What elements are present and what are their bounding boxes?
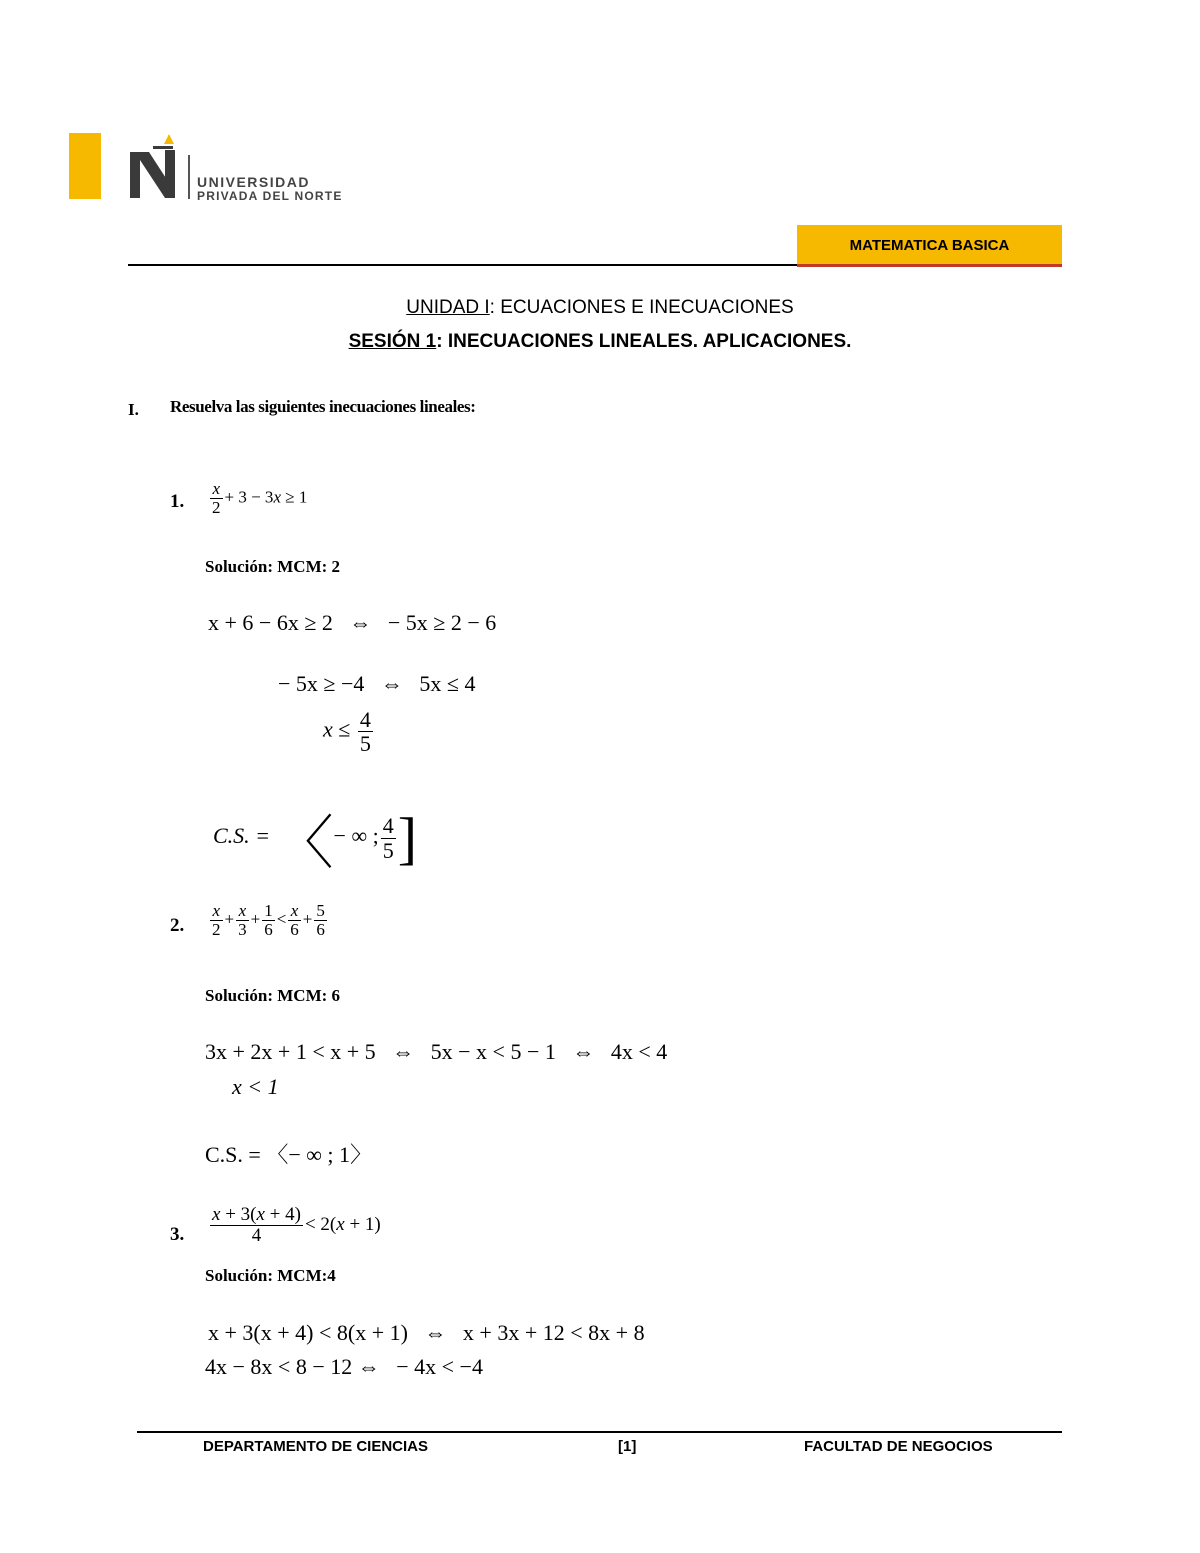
problem-1-number: 1. bbox=[170, 491, 185, 512]
session-rest: : INECUACIONES LINEALES. APLICACIONES. bbox=[436, 331, 852, 352]
problem-1-solution-label: Solución: MCM: 2 bbox=[205, 557, 341, 576]
footer-rule bbox=[137, 1431, 1062, 1433]
problem-3-solution-label: Solución: MCM:4 bbox=[205, 1266, 336, 1285]
footer-page-number: [1] bbox=[618, 1438, 637, 1455]
problem-1-step2: − 5x ≥ −4 ⇔ 5x ≤ 4 bbox=[278, 671, 476, 696]
problem-2-step2: x < 1 bbox=[232, 1074, 279, 1099]
university-logo bbox=[125, 130, 385, 205]
problem-1-cs-label: C.S. = bbox=[213, 823, 271, 849]
problem-1-statement: $\frac{x}{2}$ + 3 − 3x ≥ 1 bbox=[212, 479, 308, 517]
problem-2-step1: 3x + 2x + 1 < x + 5 ⇔ 5x − x < 5 − 1 ⇔ 4x < 4 bbox=[205, 1039, 668, 1064]
logo-divider bbox=[188, 155, 190, 199]
problem-3-statement: $\frac{x + 3(x + 4)}{4}$ < 2(x + 1) bbox=[212, 1204, 381, 1246]
problem-2-solution-set: C.S. = 〈− ∞ ; 1〉 bbox=[205, 1142, 373, 1167]
problem-1-solution-set: C.S. = 〈− ∞ ; $\frac{4}{5}$ ] bbox=[213, 805, 418, 876]
section-instruction: Resuelva las siguientes inecuaciones lineales: bbox=[170, 397, 476, 416]
unit-title bbox=[0, 297, 1200, 319]
footer-right: FACULTAD DE NEGOCIOS bbox=[804, 1438, 993, 1455]
logo-n-icon bbox=[125, 130, 185, 202]
header-rule bbox=[128, 264, 798, 266]
logo-line2: PRIVADA DEL NORTE bbox=[197, 189, 343, 203]
problem-2-number: 2. bbox=[170, 915, 185, 936]
logo-accent-bar bbox=[69, 133, 101, 199]
footer-left: DEPARTAMENTO DE CIENCIAS bbox=[203, 1438, 429, 1455]
problem-1-step1: x + 6 − 6x ≥ 2 ⇔ − 5x ≥ 2 − 6 bbox=[208, 610, 497, 635]
problem-2-solution-label: Solución: MCM: 6 bbox=[205, 986, 341, 1005]
problem-3-step1: x + 3(x + 4) < 8(x + 1) ⇔ x + 3x + 12 < 8x + 8 bbox=[208, 1320, 645, 1345]
problem-3-number: 3. bbox=[170, 1224, 185, 1245]
course-badge-text: MATEMATICA BASICA bbox=[849, 236, 1010, 254]
session-label: SESIÓN 1 bbox=[348, 331, 437, 352]
header-rule-accent bbox=[797, 264, 1062, 267]
session-title bbox=[0, 331, 1200, 353]
logo-line1: UNIVERSIDAD bbox=[197, 174, 310, 190]
unit-label: UNIDAD I bbox=[406, 297, 490, 318]
course-badge bbox=[797, 225, 1062, 265]
section-number: I. bbox=[128, 400, 139, 419]
problem-1-step3: x ≤ $\frac{4}{5}$ bbox=[323, 707, 371, 757]
unit-rest: : ECUACIONES E INECUACIONES bbox=[489, 297, 794, 318]
problem-2-statement: $\frac{x}{2}$ + $\frac{x}{3}$ + $\frac{1}{6}$ < $\frac{x}{6}$ + $\frac{5}{6}$ bbox=[212, 901, 325, 939]
problem-3-step2: 4x − 8x < 8 − 12 ⇔ − 4x < −4 bbox=[205, 1354, 483, 1379]
